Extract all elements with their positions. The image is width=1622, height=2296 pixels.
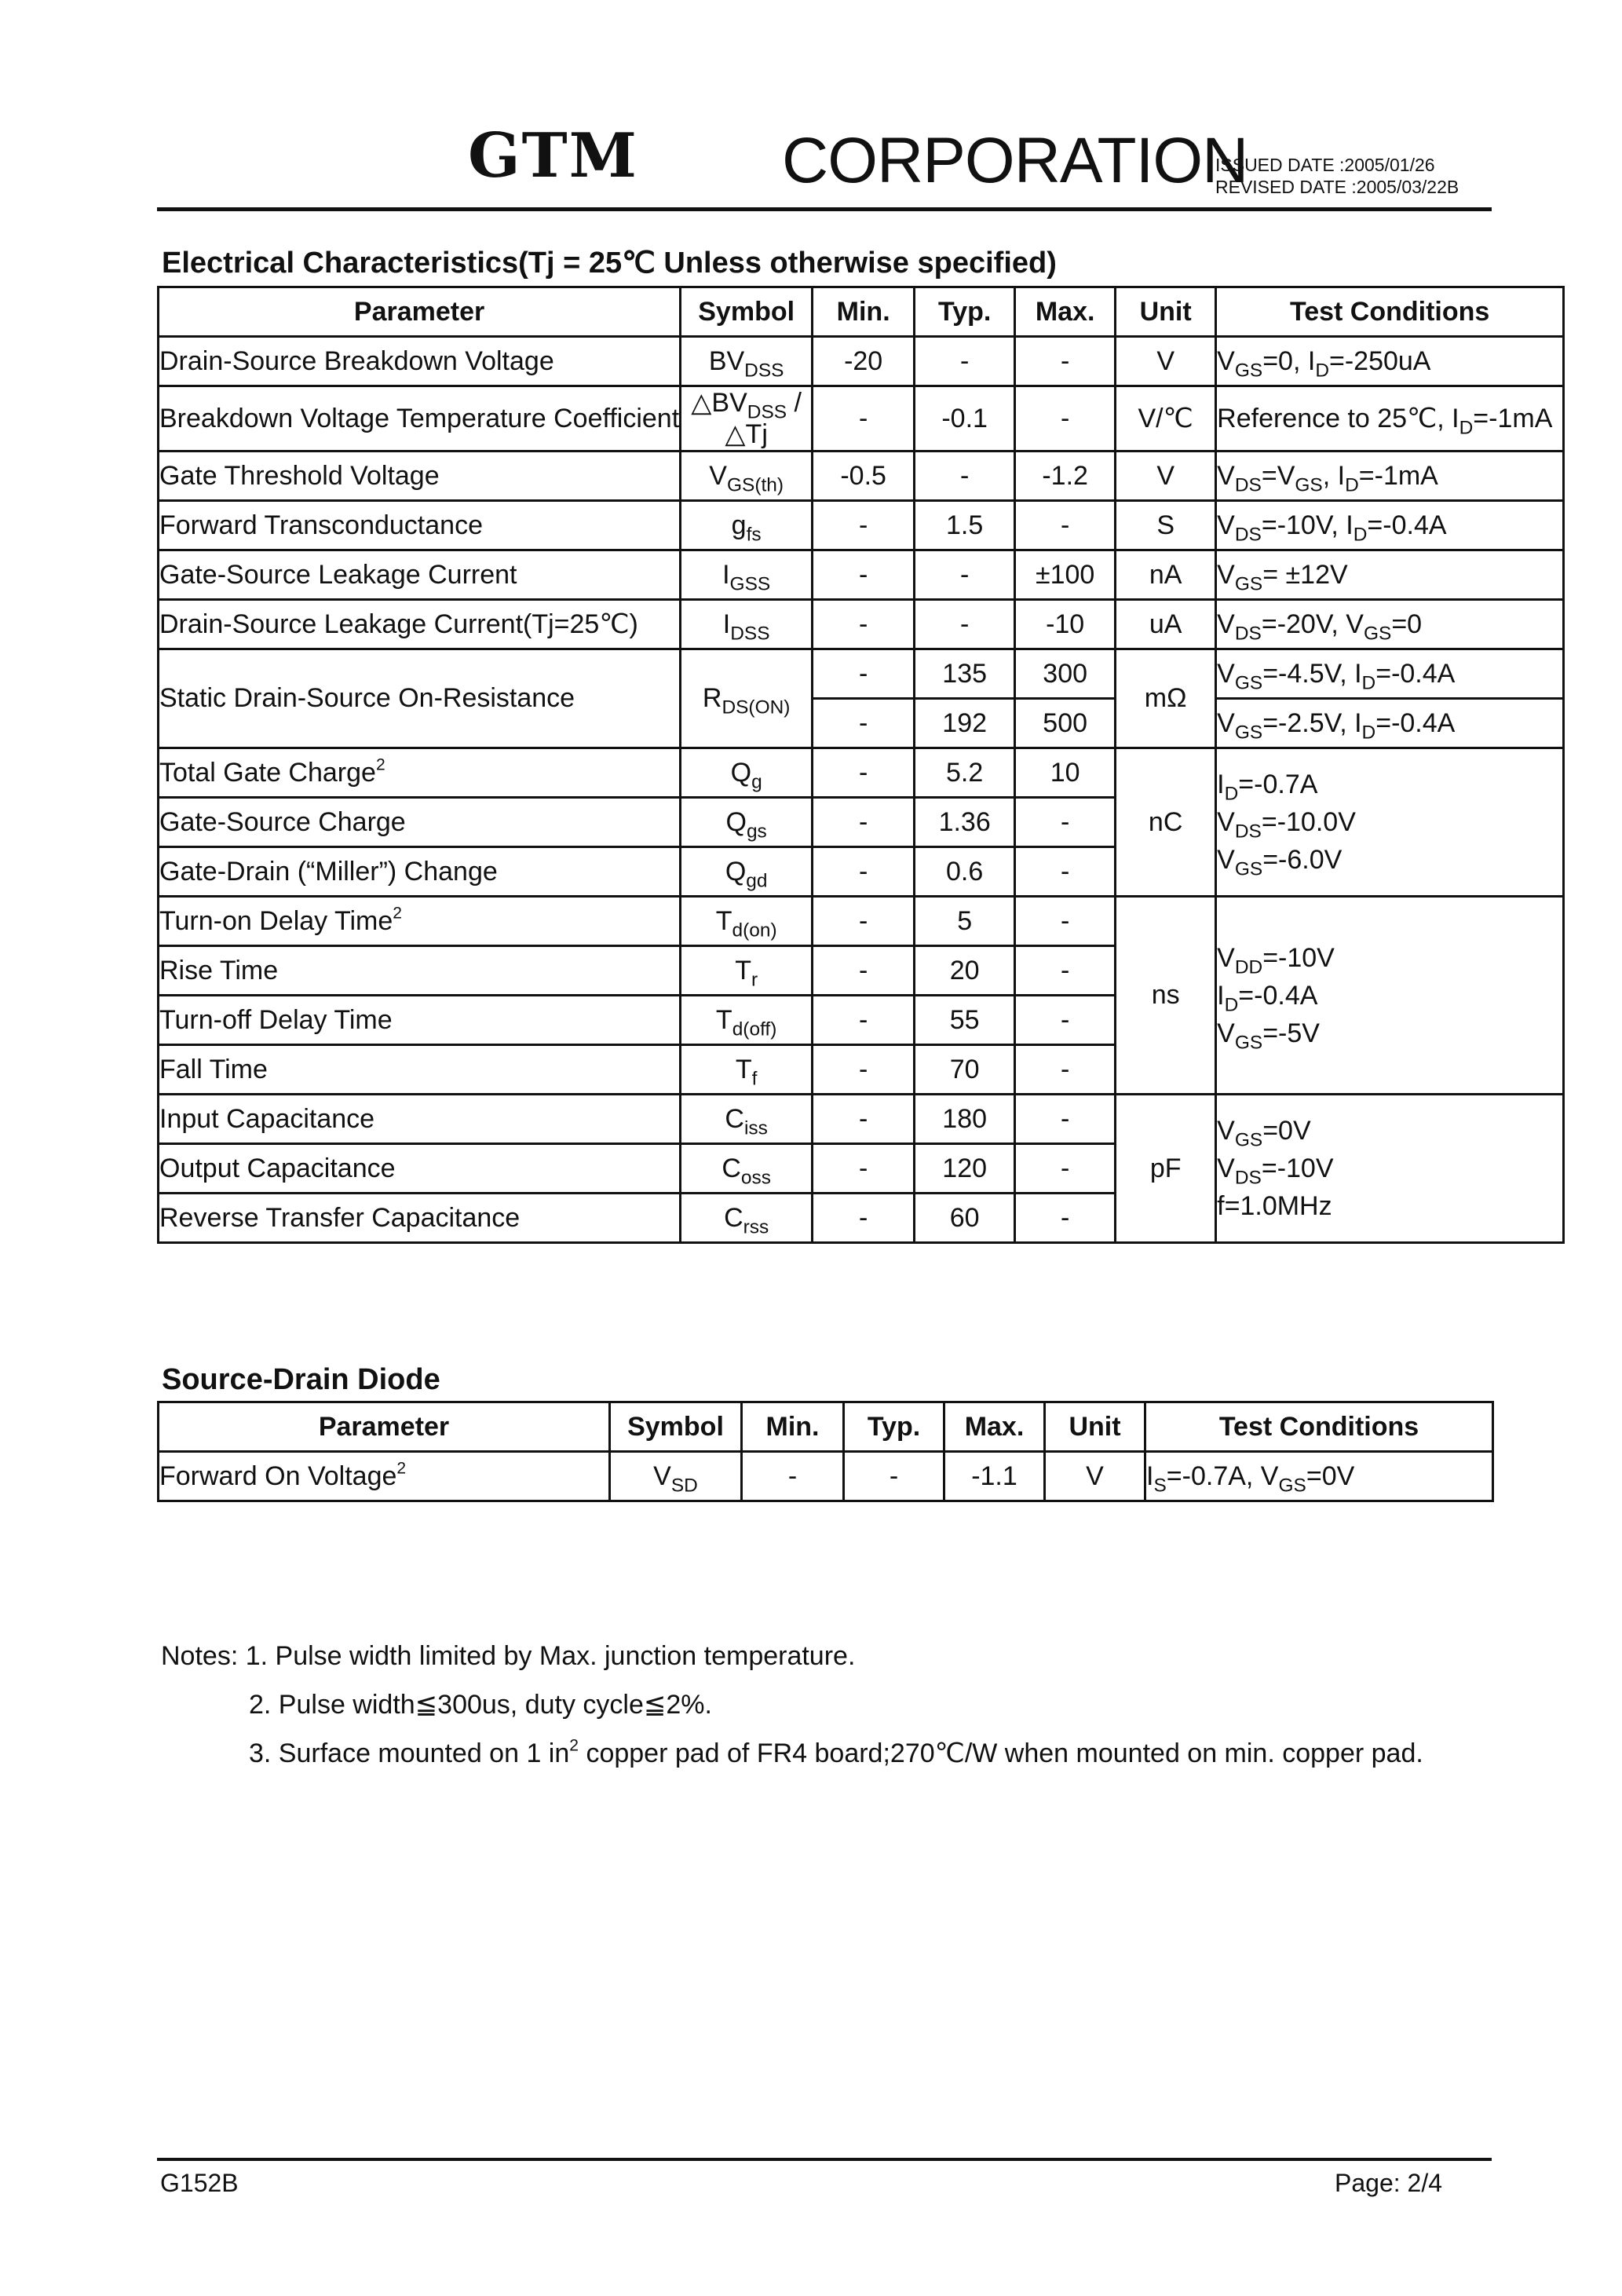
max-cell: - <box>1015 1095 1116 1144</box>
min-cell: - <box>813 798 915 847</box>
column-header-test-conditions: Test Conditions <box>1145 1402 1493 1452</box>
min-cell: - <box>813 386 915 452</box>
min-cell: - <box>813 748 915 798</box>
parameter-cell: Turn-on Delay Time$^2$ <box>159 897 681 946</box>
table-row <box>159 600 1564 649</box>
test-conditions-cell: $V_{GS}=-4.5V$, $I_D=-0.4A$ <box>1216 649 1564 699</box>
unit-cell: nC <box>1116 748 1216 897</box>
unit-cell: ns <box>1116 897 1216 1095</box>
table-row <box>159 1095 1564 1144</box>
column-header-max: Max. <box>944 1402 1045 1452</box>
test-conditions-cell: $V_{GS}= \pm 12V$ <box>1216 550 1564 600</box>
table-row <box>159 550 1564 600</box>
header-rule <box>157 207 1492 211</box>
column-header-symbol: Symbol <box>610 1402 742 1452</box>
min-cell: - <box>813 1045 915 1095</box>
column-header-typ: Typ. <box>844 1402 944 1452</box>
symbol-cell: $T_{d(on)}$ <box>681 897 813 946</box>
symbol-cell: $\triangle BV_{DSS}$ /△Tj <box>681 386 813 452</box>
typ-cell: 5 <box>915 897 1015 946</box>
typ-cell: 180 <box>915 1095 1015 1144</box>
table-header-row <box>159 1402 1493 1452</box>
symbol-cell: $Q_{gs}$ <box>681 798 813 847</box>
max-cell: 500 <box>1015 699 1116 748</box>
max-cell: - <box>1015 1194 1116 1243</box>
typ-cell: 192 <box>915 699 1015 748</box>
max-cell: - <box>1015 386 1116 452</box>
max-cell: - <box>1015 337 1116 386</box>
unit-cell: nA <box>1116 550 1216 600</box>
parameter-cell: Forward On Voltage$^2$ <box>159 1452 610 1501</box>
parameter-cell: Turn-off Delay Time <box>159 996 681 1045</box>
test-conditions-cell: $V_{GS}=-2.5V$, $I_D=-0.4A$ <box>1216 699 1564 748</box>
max-cell: - <box>1015 996 1116 1045</box>
parameter-cell: Total Gate Charge$^2$ <box>159 748 681 798</box>
test-conditions-cell: $V_{GS}=0$, $I_D=-250uA$ <box>1216 337 1564 386</box>
brand-logo: GTM <box>468 120 638 192</box>
unit-cell: V <box>1116 337 1216 386</box>
max-cell: ±100 <box>1015 550 1116 600</box>
column-header-parameter: Parameter <box>159 1402 610 1452</box>
electrical-characteristics-table <box>157 286 1565 1244</box>
symbol-cell: $C_{oss}$ <box>681 1144 813 1194</box>
test-conditions-cell: $V_{DS}=-10V$, $I_D=-0.4A$ <box>1216 501 1564 550</box>
unit-cell: V/℃ <box>1116 386 1216 452</box>
typ-cell: 1.5 <box>915 501 1015 550</box>
symbol-cell: $R_{DS(ON)}$ <box>681 649 813 748</box>
unit-cell: V <box>1045 1452 1145 1501</box>
parameter-cell: Fall Time <box>159 1045 681 1095</box>
unit-cell: uA <box>1116 600 1216 649</box>
test-conditions-cell: $V_{DS}=V_{GS}$, $I_D=-1mA$ <box>1216 452 1564 501</box>
table-row <box>159 649 1564 699</box>
typ-cell: -0.1 <box>915 386 1015 452</box>
symbol-cell: $C_{iss}$ <box>681 1095 813 1144</box>
revised-date: REVISED DATE :2005/03/22B <box>1215 177 1459 197</box>
column-header-unit: Unit <box>1116 287 1216 337</box>
min-cell: - <box>813 550 915 600</box>
note-item: 3. Surface mounted on 1 $in^2$ copper pad of FR4 board;270℃/W when mounted on min. copper pad. <box>249 1736 1423 1768</box>
parameter-cell: Input Capacitance <box>159 1095 681 1144</box>
column-header-min: Min. <box>742 1402 844 1452</box>
unit-cell: mΩ <box>1116 649 1216 748</box>
min-cell: -0.5 <box>813 452 915 501</box>
symbol-cell: $V_{GS(th)}$ <box>681 452 813 501</box>
typ-cell: 0.6 <box>915 847 1015 897</box>
symbol-cell: $Q_{gd}$ <box>681 847 813 897</box>
table-row <box>159 897 1564 946</box>
parameter-cell: Drain-Source Leakage Current(Tj=25℃) <box>159 600 681 649</box>
column-header-test-conditions: Test Conditions <box>1216 287 1564 337</box>
table-row <box>159 337 1564 386</box>
max-cell: - <box>1015 1045 1116 1095</box>
min-cell: -20 <box>813 337 915 386</box>
test-conditions-cell: $V_{GS}=0V$ $V_{DS}=-10V$ f=1.0MHz <box>1216 1095 1564 1243</box>
parameter-cell: Gate-Source Leakage Current <box>159 550 681 600</box>
test-conditions-cell: $V_{DS}=-20V$, $V_{GS}=0$ <box>1216 600 1564 649</box>
parameter-cell: Static Drain-Source On-Resistance <box>159 649 681 748</box>
symbol-cell: $I_{GSS}$ <box>681 550 813 600</box>
symbol-cell: $I_{DSS}$ <box>681 600 813 649</box>
symbol-cell: $BV_{DSS}$ <box>681 337 813 386</box>
max-cell: - <box>1015 501 1116 550</box>
min-cell: - <box>813 897 915 946</box>
typ-cell: 20 <box>915 946 1015 996</box>
max-cell: - <box>1015 847 1116 897</box>
typ-cell: - <box>915 452 1015 501</box>
max-cell: - <box>1015 946 1116 996</box>
min-cell: - <box>742 1452 844 1501</box>
typ-cell: 70 <box>915 1045 1015 1095</box>
typ-cell: - <box>915 550 1015 600</box>
parameter-cell: Gate Threshold Voltage <box>159 452 681 501</box>
unit-cell: pF <box>1116 1095 1216 1243</box>
min-cell: - <box>813 946 915 996</box>
typ-cell: 55 <box>915 996 1015 1045</box>
max-cell: -10 <box>1015 600 1116 649</box>
min-cell: - <box>813 996 915 1045</box>
notes <box>161 1632 1423 1778</box>
typ-cell: - <box>844 1452 944 1501</box>
corporation-title: CORPORATION <box>782 125 1248 196</box>
column-header-max: Max. <box>1015 287 1116 337</box>
min-cell: - <box>813 847 915 897</box>
symbol-cell: $T_{d(off)}$ <box>681 996 813 1045</box>
column-header-typ: Typ. <box>915 287 1015 337</box>
section-title-source-drain: Source-Drain Diode <box>162 1363 440 1396</box>
typ-cell: 1.36 <box>915 798 1015 847</box>
parameter-cell: Breakdown Voltage Temperature Coefficient <box>159 386 681 452</box>
parameter-cell: Gate-Drain (“Miller”) Change <box>159 847 681 897</box>
section-title-electrical: Electrical Characteristics(Tj = 25℃ Unless otherwise specified) <box>162 247 1057 280</box>
note-item: Notes: 1. Pulse width limited by Max. junction temperature. <box>161 1641 856 1671</box>
parameter-cell: Reverse Transfer Capacitance <box>159 1194 681 1243</box>
symbol-cell: $T_f$ <box>681 1045 813 1095</box>
max-cell: - <box>1015 798 1116 847</box>
footer-rule <box>157 2158 1492 2161</box>
unit-cell: S <box>1116 501 1216 550</box>
header-dates <box>1215 154 1459 198</box>
max-cell: - <box>1015 1144 1116 1194</box>
min-cell: - <box>813 1194 915 1243</box>
max-cell: -1.2 <box>1015 452 1116 501</box>
column-header-parameter: Parameter <box>159 287 681 337</box>
column-header-symbol: Symbol <box>681 287 813 337</box>
test-conditions-cell: $V_{DD}=-10V$ $I_D=-0.4A$ $V_{GS}=-5V$ <box>1216 897 1564 1095</box>
table-row <box>159 1452 1493 1501</box>
table-row <box>159 452 1564 501</box>
parameter-cell: Forward Transconductance <box>159 501 681 550</box>
note-item: 2. Pulse width≦300us, duty cycle≦2%. <box>249 1690 712 1720</box>
typ-cell: 60 <box>915 1194 1015 1243</box>
min-cell: - <box>813 649 915 699</box>
symbol-cell: $C_{rss}$ <box>681 1194 813 1243</box>
parameter-cell: Output Capacitance <box>159 1144 681 1194</box>
parameter-cell: Rise Time <box>159 946 681 996</box>
max-cell: 300 <box>1015 649 1116 699</box>
table-row <box>159 501 1564 550</box>
typ-cell: 120 <box>915 1144 1015 1194</box>
symbol-cell: $T_r$ <box>681 946 813 996</box>
typ-cell: 5.2 <box>915 748 1015 798</box>
source-drain-diode-table <box>157 1401 1494 1502</box>
max-cell: 10 <box>1015 748 1116 798</box>
table-row <box>159 748 1564 798</box>
table-header-row <box>159 287 1564 337</box>
min-cell: - <box>813 600 915 649</box>
symbol-cell: $g_{fs}$ <box>681 501 813 550</box>
test-conditions-cell: $I_D=-0.7A$ $V_{DS}=-10.0V$ $V_{GS}=-6.0V$ <box>1216 748 1564 897</box>
unit-cell: V <box>1116 452 1216 501</box>
test-conditions-cell: $I_S=-0.7A$, $V_{GS}=0V$ <box>1145 1452 1493 1501</box>
footer-doc-id: G152B <box>160 2169 239 2197</box>
typ-cell: - <box>915 337 1015 386</box>
max-cell: - <box>1015 897 1116 946</box>
table-row <box>159 386 1564 452</box>
max-cell: -1.1 <box>944 1452 1045 1501</box>
min-cell: - <box>813 501 915 550</box>
min-cell: - <box>813 1144 915 1194</box>
parameter-cell: Gate-Source Charge <box>159 798 681 847</box>
column-header-unit: Unit <box>1045 1402 1145 1452</box>
column-header-min: Min. <box>813 287 915 337</box>
min-cell: - <box>813 699 915 748</box>
symbol-cell: $V_{SD}$ <box>610 1452 742 1501</box>
symbol-cell: $Q_g$ <box>681 748 813 798</box>
typ-cell: 135 <box>915 649 1015 699</box>
min-cell: - <box>813 1095 915 1144</box>
test-conditions-cell: Reference to 25℃, $I_D=-1mA$ <box>1216 386 1564 452</box>
issued-date: ISSUED DATE :2005/01/26 <box>1215 155 1435 175</box>
footer-page-number: Page: 2/4 <box>1335 2169 1442 2197</box>
parameter-cell: Drain-Source Breakdown Voltage <box>159 337 681 386</box>
typ-cell: - <box>915 600 1015 649</box>
